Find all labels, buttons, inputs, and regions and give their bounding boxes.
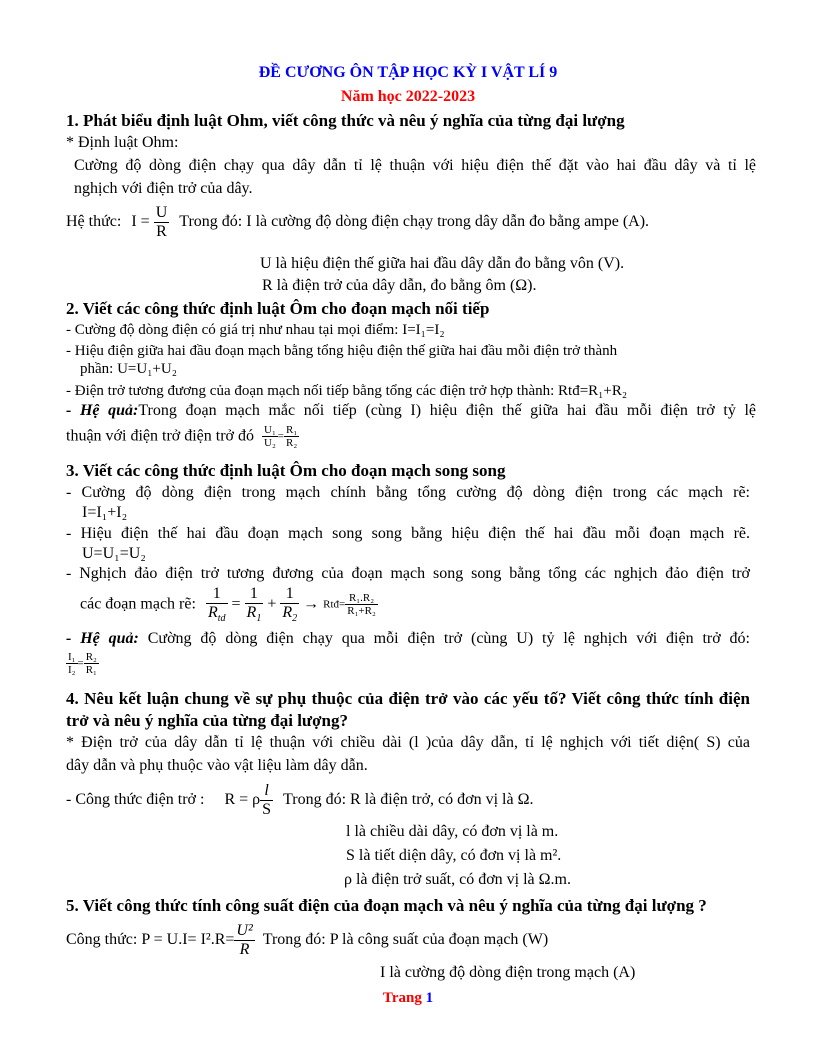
formula-where-text: Trong đó: I là cường độ dòng điện chạy trong dây dẫn đo bằng ampe (A).	[179, 213, 650, 231]
u1-numerator: U₁	[264, 424, 276, 436]
ohm-fraction	[154, 204, 170, 240]
r-denominator: R	[239, 940, 250, 958]
r1-numerator: R₁	[286, 424, 298, 436]
parallel-current-formula: I=I₁+I₂	[82, 504, 128, 521]
u2-over-r-fraction	[234, 922, 254, 958]
page-num: 1	[425, 990, 434, 1006]
page-word: Trang	[382, 990, 422, 1006]
section-1-heading: 1. Phát biểu định luật Ohm, viết công thức và nêu ý nghĩa của từng đại lượng	[66, 111, 625, 130]
length-definition: l là chiều dài dây, có đơn vị là m.	[346, 823, 559, 840]
corollary-text-2: thuận với điện trở điện trở đó	[66, 427, 255, 445]
fraction-denominator: R	[156, 222, 167, 240]
formula-where-text: Trong đó: P là công suất của đoạn mạch (W)	[262, 931, 549, 949]
resistivity-definition: ρ là điện trở suất, có đơn vị là Ω.m.	[344, 871, 571, 888]
rtd-fraction-denominator: R₁+R₂	[347, 604, 376, 617]
formula-label: Hệ thức:	[66, 213, 122, 231]
series-current-line: - Cường độ dòng điện có giá trị như nhau tại mọi điểm: I=I₁=I₂	[66, 322, 445, 338]
ohm-law-label: * Định luật Ohm:	[66, 134, 179, 151]
corollary-label: - Hệ quả:	[66, 402, 139, 419]
ohm-law-line-2: nghịch với điện trở của dây.	[74, 180, 253, 197]
parallel-current-line: - Cường độ dòng điện trong mạch chính bằng tổng cường độ dòng điện trong các mạch rẽ:	[66, 484, 750, 501]
u-ratio-fraction	[262, 424, 278, 449]
r2-numerator: R₂	[85, 651, 97, 663]
i1-numerator: I₁	[68, 651, 76, 663]
series-resistance-line: - Điện trở tương đương của đoạn mạch nối tiếp bằng tổng các điện trở hợp thành: Rtđ=R₁+R₂	[66, 383, 628, 399]
section-5-heading: 5. Viết công thức tính công suất điện của đoạn mạch và nêu ý nghĩa của từng đại lượng ?	[66, 896, 707, 915]
u2-denominator: U₂	[264, 437, 276, 450]
formula-lhs: I =	[131, 213, 150, 231]
resistance-dependence-line-1: * Điện trở của dây dẫn tỉ lệ thuận với chiều dài (l )của dây dẫn, tỉ lệ nghịch với tiết diện( S) của	[66, 734, 750, 751]
arrow-icon: →	[303, 595, 320, 613]
one-over-r2	[280, 585, 299, 624]
school-year: Năm học 2022-2023	[340, 88, 476, 105]
plus-sign: +	[267, 595, 277, 613]
rtd-label: Rtđ=	[323, 598, 346, 611]
series-voltage-line: - Hiệu điện giữa hai đầu đoạn mạch bằng tổng hiệu điện thế giữa hai đầu mỗi điện trở thành	[66, 343, 618, 359]
formula-lhs: R = ρ	[224, 791, 261, 809]
formula-label: - Công thức điện trở :	[66, 791, 205, 809]
corollary-label: - Hệ quả:	[66, 630, 139, 647]
series-voltage-line-2: phần: U=U₁+U₂	[80, 361, 177, 377]
i-ratio-fraction	[66, 651, 78, 676]
power-formula	[66, 922, 548, 958]
rtd-fraction	[345, 592, 378, 617]
r2-denominator: $R_2$	[282, 603, 298, 624]
resistance-dependence-line-2: dây dẫn và phụ thuộc vào vật liệu làm dây dẫn.	[66, 757, 368, 774]
l-numerator: l	[260, 782, 273, 801]
series-corollary	[66, 402, 756, 420]
r2-denominator: R₂	[286, 437, 298, 450]
r-ratio-fraction	[84, 651, 99, 676]
r1-denominator: $R_1$	[246, 603, 262, 624]
formula-label: Công thức: P = U.I= I².R=	[66, 931, 235, 949]
fraction-numerator: U	[155, 204, 168, 221]
current-definition: I là cường độ dòng điện trong mạch (A)	[380, 964, 636, 981]
parallel-resistance-formula	[80, 585, 378, 624]
rtd-denominator: $R_{td}$	[207, 603, 226, 624]
area-definition: S là tiết diện dây, có đơn vị là m².	[346, 847, 562, 864]
resistance-formula	[66, 782, 533, 818]
parallel-voltage-line: - Hiệu điện thế hai đầu đoạn mạch song song bằng hiệu điện thế hai đầu mỗi đoạn mạch rẽ.	[66, 525, 750, 542]
rtd-numerator: R₁.R₂	[345, 592, 378, 605]
l-over-s-fraction	[260, 782, 273, 818]
one-over-r1	[245, 585, 264, 624]
parallel-corollary	[66, 630, 750, 648]
r-definition: R là điện trở của dây dẫn, đo bằng ôm (Ω).	[262, 277, 537, 294]
formula-where-text: Trong đó: R là điện trở, có đơn vị là Ω.	[283, 791, 534, 809]
section-4-heading: 4. Nêu kết luận chung về sự phụ thuộc của điện trở vào các yếu tố? Viết công thức tính điện	[66, 689, 750, 708]
equals-sign: =	[277, 430, 285, 443]
series-corollary-line-2	[66, 424, 299, 449]
r-ratio-fraction	[284, 424, 299, 449]
branch-label: các đoạn mạch rẽ:	[80, 595, 196, 613]
ohm-law-line-1: Cường độ dòng điện chạy qua dây dẫn tỉ lệ thuận với hiệu điện thế đặt vào hai đầu dây và tỉ lệ	[74, 157, 756, 174]
corollary-text: Trong đoạn mạch mắc nối tiếp (cùng I) hiệu điện thế giữa hai đầu mỗi điện trở tỷ lệ	[138, 402, 756, 419]
u2-numerator: U²	[236, 922, 253, 939]
u-definition: U là hiệu điện thế giữa hai đầu dây dẫn đo bằng vôn (V).	[260, 255, 625, 272]
document-title: ĐỀ CƯƠNG ÔN TẬP HỌC KỲ I VẬT LÍ 9	[258, 64, 558, 81]
current-ratio-formula	[66, 651, 99, 676]
section-3-heading: 3. Viết các công thức định luật Ôm cho đoạn mạch song song	[66, 461, 506, 480]
r1-denominator: R₁	[85, 664, 97, 677]
one-over-rtd	[206, 585, 228, 624]
parallel-voltage-formula: U=U₁=U₂	[82, 545, 146, 562]
ohm-formula	[66, 204, 649, 240]
section-2-heading: 2. Viết các công thức định luật Ôm cho đoạn mạch nối tiếp	[66, 299, 490, 318]
one-numerator: 1	[245, 585, 264, 604]
parallel-resistance-line: - Nghịch đảo điện trở tương đương của đoạn mạch song song bằng tổng các nghịch đảo điện trở	[66, 565, 750, 582]
section-4-heading-line-2: trở và nêu ý nghĩa của từng đại lượng?	[66, 711, 348, 730]
equals-sign: =	[77, 657, 84, 670]
corollary-text: Cường độ dòng điện chạy qua mỗi điện trở (cùng U) tỷ lệ nghịch với điện trở đó:	[147, 630, 751, 647]
one-numerator: 1	[280, 585, 299, 604]
i2-denominator: I₂	[68, 664, 76, 677]
equals-sign: =	[231, 595, 241, 613]
s-denominator: S	[262, 800, 272, 818]
page-number	[0, 990, 816, 1007]
one-numerator: 1	[206, 585, 228, 604]
